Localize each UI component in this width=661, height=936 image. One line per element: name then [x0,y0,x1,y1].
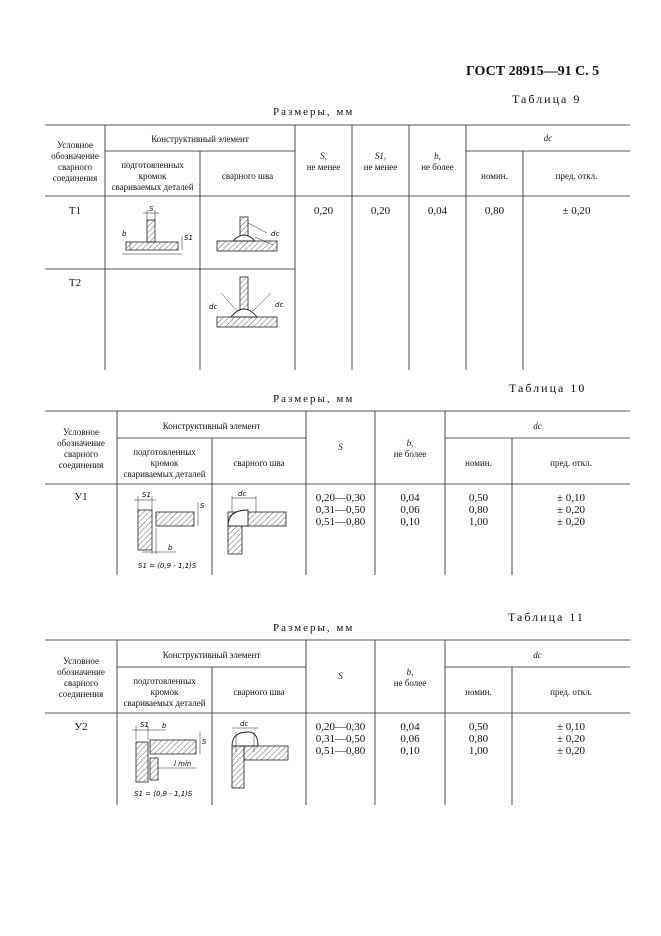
fig-label-dc: dc [238,490,247,498]
page-header: ГОСТ 28915—91 С. 5 [466,64,600,79]
header-line: кромок [150,458,179,468]
table11-cell-s [306,721,375,757]
header-line: соединения [58,689,104,699]
header-line: подготовленных [121,160,184,170]
table10-col-dc: dc [533,421,542,431]
t1-weld-figure [205,205,291,265]
header-line: сварного [64,449,98,459]
table11-dims-note: Размеры, мм [273,622,355,634]
table9-col-b [409,151,466,173]
table10-caption: Таблица 10 [509,381,587,395]
table10-col-b [375,438,445,460]
header-line: не более [393,449,427,459]
u2-weld-figure [218,718,304,798]
value-line: 0,06 [400,733,420,745]
table9-col-nom: номин. [481,171,508,181]
header-line: b, [434,151,441,161]
table10-row-id: У1 [74,491,88,503]
header-line: b, [406,438,414,448]
header-line: кромок [150,687,179,697]
header-line: соединения [52,173,98,183]
u2-prepared-edges-figure [122,718,210,802]
header-line: свариваемых деталей [123,698,206,708]
fig-label-dc: dc [275,301,284,309]
table11-col-b [375,667,445,689]
table9-col-s1 [352,151,409,173]
header-line: не более [393,678,427,688]
value-line: 1,00 [468,516,489,528]
header-line: не более [421,162,454,172]
table10-col-dev: пред. откл. [550,458,592,468]
header-line: не менее [306,162,341,172]
table9-row-id: Т2 [68,277,82,289]
table11-col-s: S [338,671,343,681]
fig-label-s: S [149,205,154,213]
header-line: подготовленных [133,447,196,457]
table10-col-nom: номин. [465,458,492,468]
fig-label-s: S [202,738,207,746]
value-line: 0,04 [400,492,420,504]
fig-label-dc: dc [271,230,280,238]
table9-cell-nom: 0,80 [484,205,505,217]
u1-prepared-edges-figure [122,488,210,572]
table9-cell-dev: ± 0,20 [562,205,591,217]
header-line: обозначение [57,667,105,677]
header-line: S, [320,151,327,161]
header-line: Условное [57,140,93,150]
header-line: сварного [64,678,98,688]
value-line: 0,10 [400,516,420,528]
value-line: 0,10 [400,745,420,757]
value-line: ± 0,10 [556,492,586,504]
table11-col-nom: номин. [465,687,492,697]
table10-cell-nom [445,492,512,528]
value-line: 0,31—0,50 [315,733,366,745]
table10-col-designation [45,427,117,471]
table9-dims-note: Размеры, мм [273,106,355,118]
header-line: S1, [374,151,387,161]
table9-cell-b: 0,04 [427,205,448,217]
table10-col-s: S [338,442,343,452]
table10-col-prepared [117,447,212,480]
table11-row-id: У2 [74,721,88,733]
fig-formula: S1 = (0,9 - 1,1)S [134,790,193,798]
value-line: 0,06 [400,504,420,516]
header-line: обозначение [57,438,105,448]
header-line: подготовленных [133,676,196,686]
value-line: ± 0,10 [556,721,586,733]
header-line: Условное [63,656,99,666]
value-line: ± 0,20 [556,733,586,745]
table11-col-element: Конструктивный элемент [162,650,261,660]
table10-cell-b [375,492,445,528]
value-line: ± 0,20 [556,504,586,516]
value-line: 0,80 [468,504,489,516]
t2-weld-figure [205,273,291,365]
table11-col-prepared [117,676,212,709]
table11-col-dc: dc [533,650,542,660]
fig-label-b: b [168,544,173,552]
header-line: кромок [138,171,167,181]
table11-col-dev: пред. откл. [550,687,592,697]
table9-col-designation [45,140,105,184]
table10-col-element: Конструктивный элемент [162,421,261,431]
value-line: 0,20—0,30 [315,721,366,733]
value-line: ± 0,20 [556,745,586,757]
table11-col-designation [45,656,117,700]
table11-col-weld: сварного шва [233,687,285,697]
table9-col-prepared [105,160,200,193]
table10-col-weld: сварного шва [233,458,285,468]
table11-caption: Таблица 11 [508,610,585,624]
value-line: 0,04 [400,721,420,733]
u1-weld-figure [218,488,304,568]
table9-col-dev: пред. откл. [555,171,598,181]
table9-cell-s1: 0,20 [370,205,391,217]
table10-cell-dev [512,492,630,528]
header-line: b, [406,667,414,677]
table9-col-weld: сварного шва [221,171,274,181]
header-line: обозначение [51,151,99,161]
fig-label-dc: dc [209,303,218,311]
table11-cell-b [375,721,445,757]
table9-caption: Таблица 9 [512,92,582,106]
fig-label-s1: S1 [140,721,149,729]
header-line: Условное [63,427,99,437]
value-line: 1,00 [468,745,489,757]
table9-cell-s: 0,20 [313,205,334,217]
table11-cell-nom [445,721,512,757]
header-line: соединения [58,460,104,470]
header-line: не менее [363,162,398,172]
fig-label-dc: dc [240,720,249,728]
fig-formula: S1 = (0,9 - 1,1)S [138,562,197,570]
table9-col-s [295,151,352,173]
value-line: 0,80 [468,733,489,745]
value-line: 0,50 [468,721,489,733]
table9-col-dc: dc [543,133,553,143]
header-line: сварного [58,162,92,172]
fig-label-s1: S1 [142,491,151,499]
table10-cell-s [306,492,375,528]
fig-label-b: b [122,230,127,238]
value-line: ± 0,20 [556,516,586,528]
value-line: 0,50 [468,492,489,504]
header-line: свариваемых деталей [111,182,194,192]
table9-row-id: Т1 [68,205,82,217]
fig-label-s: S [200,502,205,510]
value-line: 0,20—0,30 [315,492,366,504]
t1-prepared-edges-figure [110,202,196,264]
header-line: свариваемых деталей [123,469,206,479]
table9-col-element: Конструктивный элемент [151,134,249,144]
value-line: 0,31—0,50 [315,504,366,516]
fig-label-b: b [162,722,167,730]
value-line: 0,51—0,80 [315,745,366,757]
table10-dims-note: Размеры, мм [273,393,355,405]
table11-cell-dev [512,721,630,757]
value-line: 0,51—0,80 [315,516,366,528]
fig-label-s1: S1 [184,234,193,242]
fig-label-lmin: l min [174,760,192,768]
